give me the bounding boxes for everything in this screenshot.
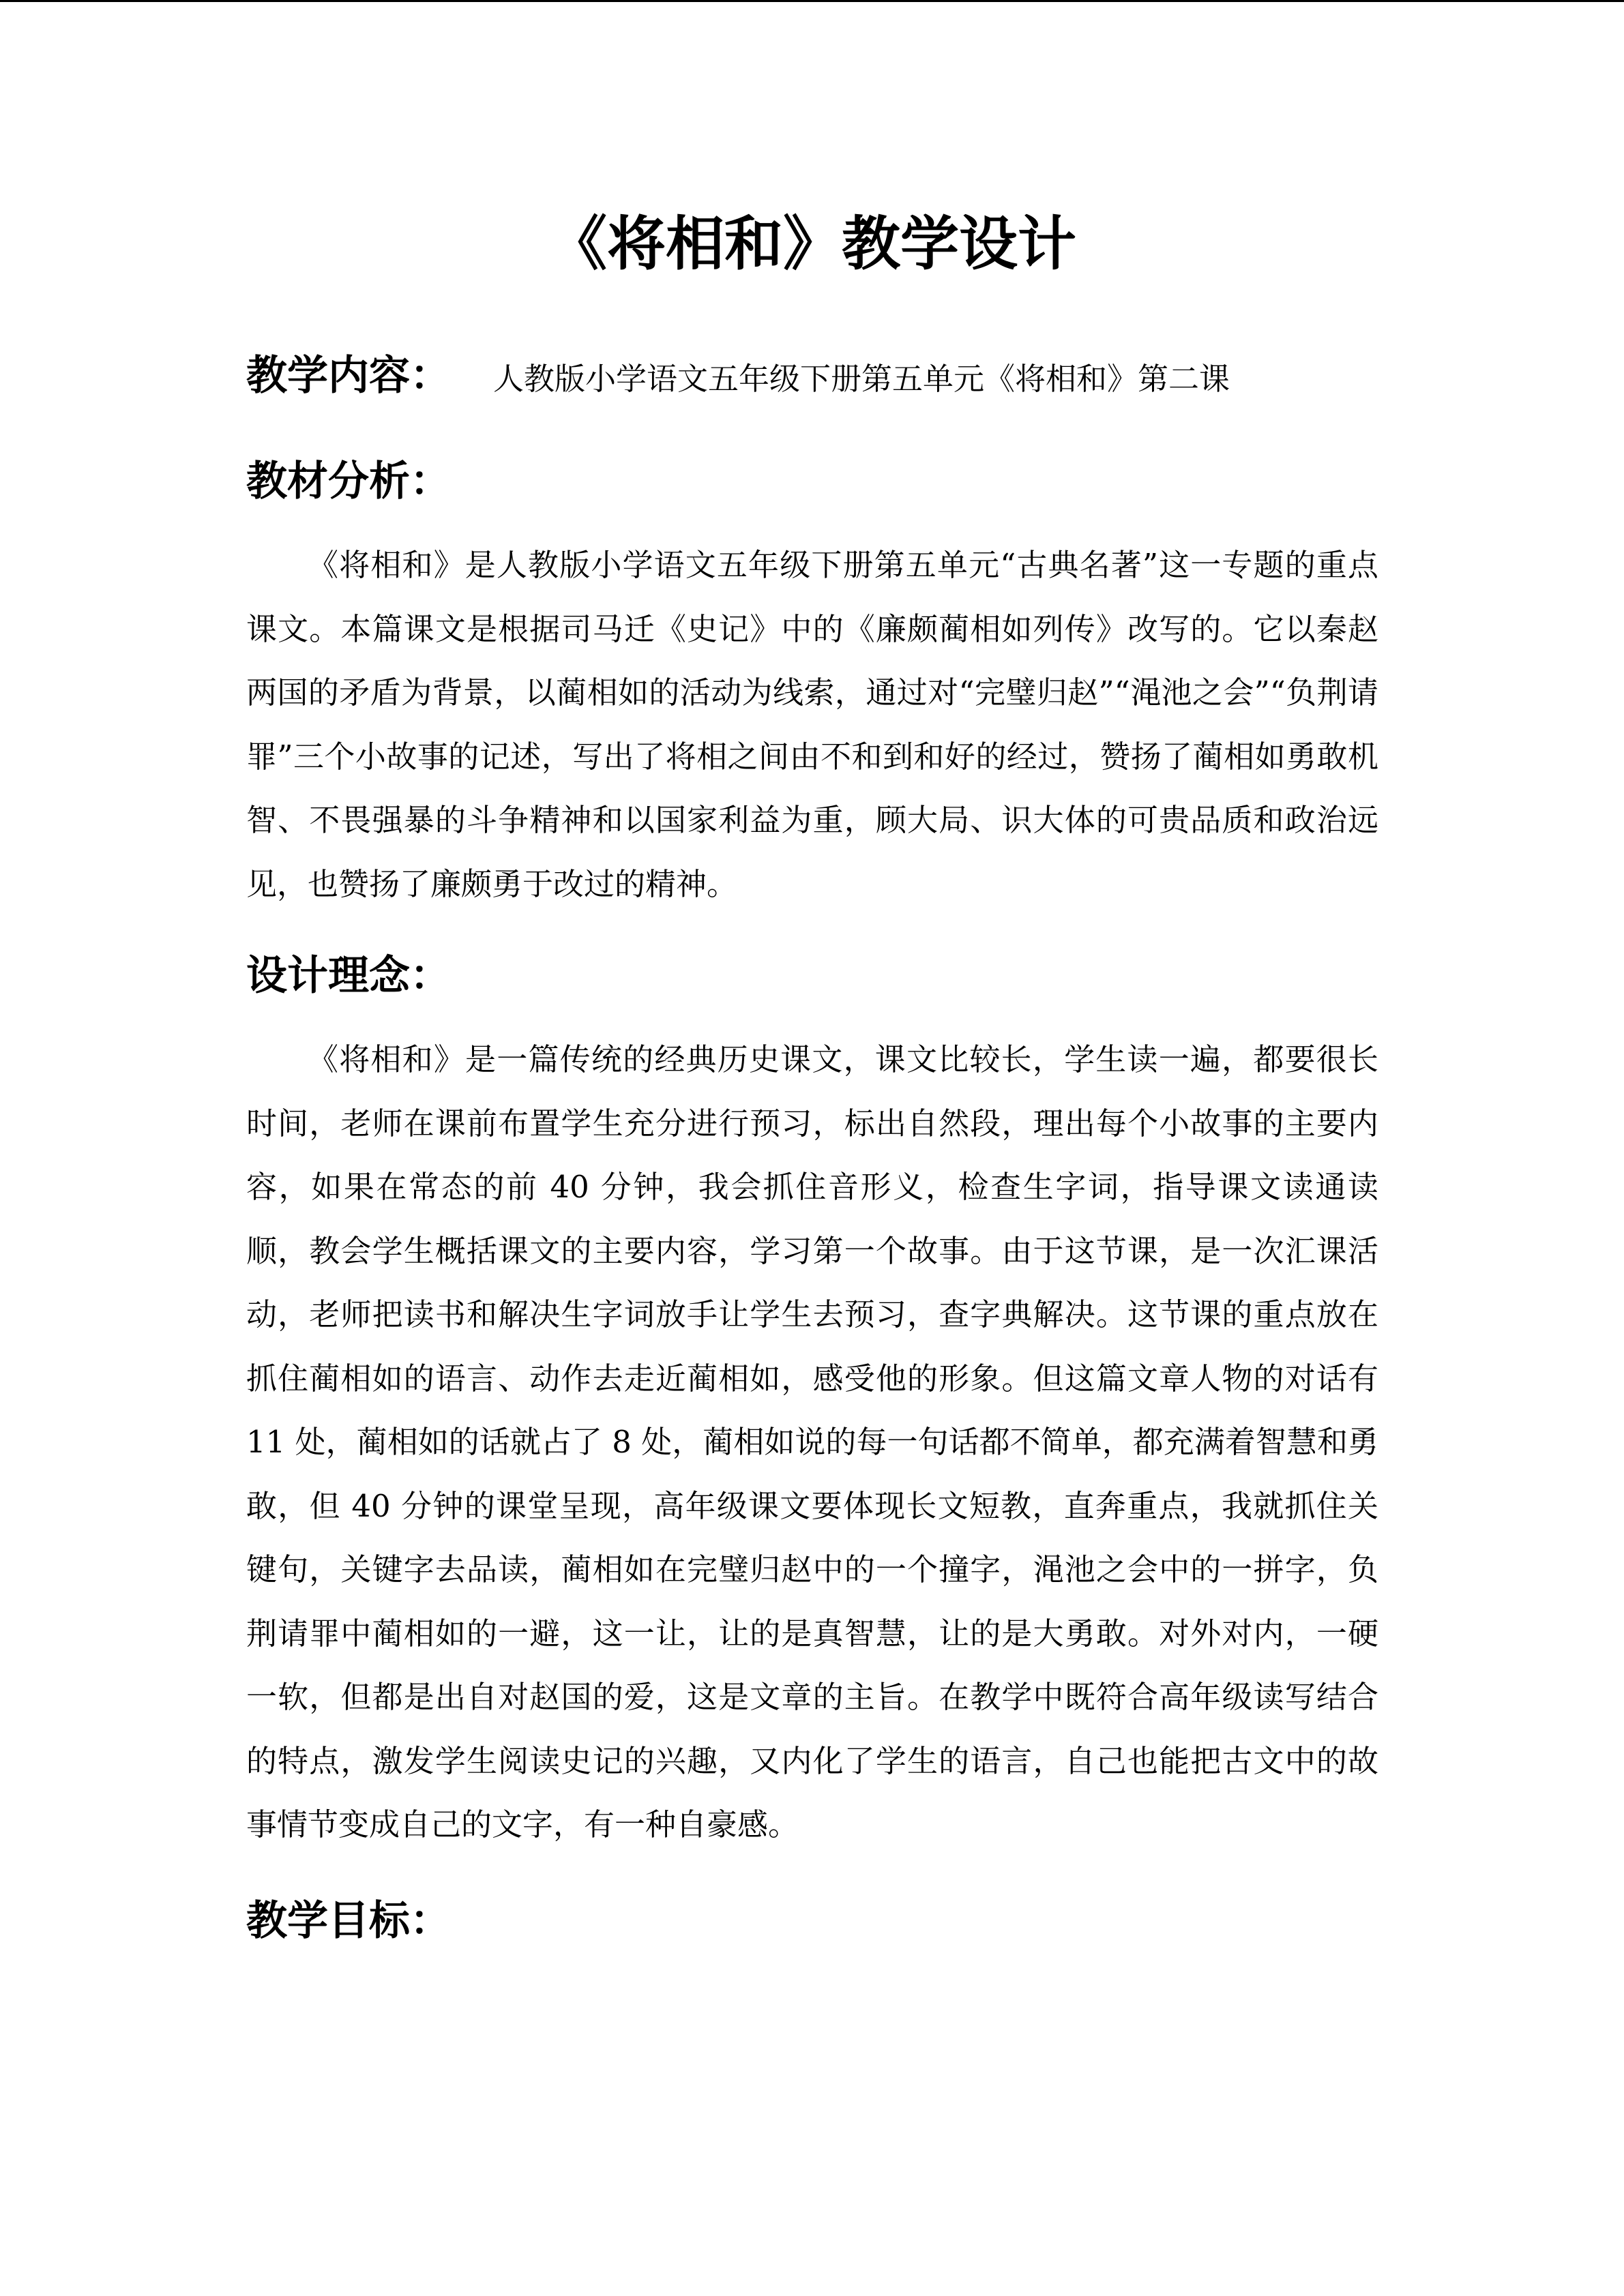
paragraph-design-concept: 《将相和》是一篇传统的经典历史课文，课文比较长，学生读一遍，都要很长时间，老师在课前布置学生充分进行预习，标出自然段，理出每个小故事的主要内容，如果在常态的前 40 分钟，我会抓住音形义，检查生字词，指导课文读通读顺，教会学生概括课文的主要内容，学习第一个故事。由于这节课，是一次汇课活动，老师把读书和解决生字词放手让学生去预习，查字典解决。这节课的重点放在抓住蔺相如的语言、动作去走近蔺相如，感受他的形象。但这篇文章人物的对话有 11 处，蔺相如的话就占了 8 处，蔺相如说的每一句话都不简单，都充满着智慧和勇敢，但 40 分钟的课堂呈现，高年级课文要体现长文短教，直奔重点，我就抓住关键句，关键字去品读，蔺相如在完璧归赵中的一个撞字，渑池之会中的一拼字，负荆请罪中蔺相如的一避，这一让，让的是真智慧，让的是大勇敢。对外对内，一硬一软，但都是出自对赵国的爱，这是文章的主旨。在教学中既符合高年级读写结合的特点，激发学生阅读史记的兴趣，又内化了学生的语言，自己也能把古文中的故事情节变成自己的文字，有一种自豪感。 bbox=[246, 1041, 1378, 1843]
section-heading-teaching-goals: 教学目标： bbox=[246, 1896, 451, 1945]
section-heading-design-concept: 设计理念： bbox=[246, 952, 451, 1000]
section-design-concept bbox=[246, 949, 1378, 1857]
section-textbook-analysis bbox=[246, 454, 1378, 916]
section-teaching-goals bbox=[246, 1894, 1378, 1948]
document-title: 《将相和》教学设计 bbox=[548, 210, 1076, 278]
document-page bbox=[246, 207, 1378, 1948]
teaching-content-line bbox=[246, 348, 1378, 406]
teaching-content-label: 教学内容： bbox=[246, 352, 451, 400]
teaching-content-value: 人教版小学语文五年级下册第五单元《将相和》第二课 bbox=[493, 361, 1230, 397]
paragraph-textbook-analysis: 《将相和》是人教版小学语文五年级下册第五单元“古典名著”这一专题的重点课文。本篇课文是根据司马迁《史记》中的《廉颇蔺相如列传》改写的。它以秦赵两国的矛盾为背景，以蔺相如的活动为线索，通过对“完璧归赵”“渑池之会”“负荆请罪”三个小故事的记述，写出了将相之间由不和到和好的经过，赞扬了蔺相如勇敢机智、不畏强暴的斗争精神和以国家利益为重，顾大局、识大体的可贵品质和政治远见，也赞扬了廉颇勇于改过的精神。 bbox=[246, 547, 1378, 902]
section-heading-textbook-analysis: 教材分析： bbox=[246, 458, 451, 505]
